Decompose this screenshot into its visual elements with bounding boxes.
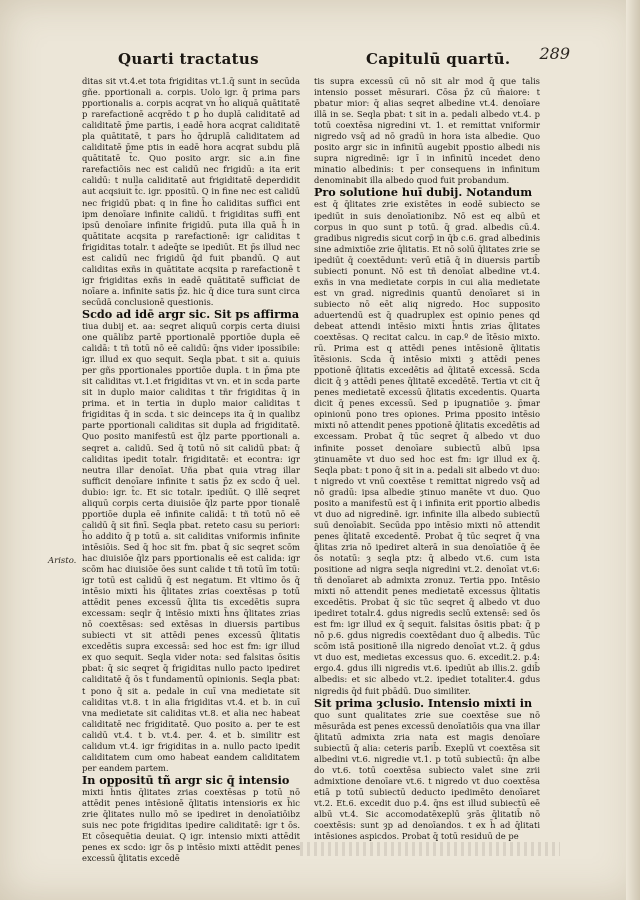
paragraph: tiua dubij et. aa: seqret aliquū corpis certa diuisi one quālibz partē pportionalē pportiōe dupla eē calidā: t tñ totū nō eē calidū: q̄ns vider ipossibile: igr. illud ex quo sequit. Seqla pbat. t sit a. quiuis per gñs pportionales pportiōe dupla. t in p̄ma pte sit caliditas vt.1.et frigiditas vt vn. et in scda parte sit in duplo maior caliditas t tñr frigiditas q̄ in prima. et in tertia in duplo maior caliditas t frigiditas q̄ in scda. t sic deinceps ita q̄ in qualibz parte pportionali caliditas sit dupla ad frigiditatē. Quo posito manifestū est q̄lz parte pportionali a. seqret a. calidū. Sed q̄ totū nō sit calidū pbat: q̄ caliditas ipedit totalr. frigiditatē: et econtra: igr neutra illar denoīat. Uña pbat quia vtrag illar sufficit denoīare infinite t satis p̄z ex scdo q̄ uel. dubio: igr. t̄c. Et sic totalr. ipediūt. Q illē seqret aliquū corpis certa diuisiōe q̄lz parte ppor tionalē pportiōe dupla eē infinite calidā: t tñ totū nō eē calidū q̄ sit finī. Seqla pbat. reteto casu su periori: h̄o addito q̄ p totū a. sit caliditas vniformis infinite intēsiōis. Sed q̄ hoc sit fm. pbat q̄ sic seqret scōm hac diuisiōe q̄lz pars pportionalis eē est calida: igr scōm hac diuisiōe ōes sunt calide t tñ totū īm totū: igr totū est calidū q̄ est negatum. Et vltimo ōs q̄ intēsio mixti h̄is q̄litates zrias coextēsas p totū attēdit penes excessū q̄lita tis excedētis supra excessam: seqlr q̄ intēsio mixti h̄ns q̄litates zrias nō coextēsas: sed extēsas in diuersis partibus subiecti vt sit attēdi penes excessū q̄litatis excedētis supra excessā: sed hoc est fm: igr illud ex quo sequit. Seqla vider nota: sed falsitas ōsitis pbat: q̄ sic seqret q̄ frigiditas nullo pacto ipediret caliditatē q̄ ōs t̄ fundamentū opinionis. Seqla pbat: t pono q̄ sit a. pedale in cuī vna medietate sit caliditas vt.8. t in alia frigiditas vt.4. et b. in cuī vna medietate sit caliditas vt.8. et alia nec habeat caliditatē nec frigiditatē. Quo posito a. per te est calidū vt.4. t b. vt.4. per. 4. et b. similitr est calidum vt.4. igr frigiditas in a. nullo pacto ipedit caliditatem cum omo habeat eandem caliditatem per eandem partem. [82, 320, 300, 773]
running-header [118, 44, 570, 72]
section-heading: Scdo ad idē argr sic. Sit ps affirma [82, 306, 300, 321]
paragraph: est q̄ q̄litates zrie existētes in eodē subiecto se ipediūt in suis denoīationibz. Nō est eq albū et corpus in quo sunt p totū. q̄ grad. albedis cū.4. gradibus nigredis sicut corp̄ in q̄b c.6. grad albedinis sine admixtiōe zrie q̄litatis. Et nō solū q̄litates zrie se ipediūt q̄ coextēdunt: verū etiā q̄ in diuersis partib̄ subiecti ponunt. Nō est tñ denoīat albedine vt.4. exñs in vna medietate corpis in cui alia medietate est vn grad. nigredinis quantū denoīaret si in subiecto nō eēt aliq nigredo. Hoc supposito aduertendū est q̄ quadruplex est opinio penes qd debeat attendi intēsio mixti h̄ntis zrias q̄litates coextēsas. Q recitat calcu. in cap.º de ītēsio mixto. rū. Prima est q attēdi penes intēsionē q̄litatis ītēsionis. Scda q̄ intēsio mixti ȝ attēdi penes ppotionē q̄litatis excedētis ad q̄litatē excessā. Scda dicit q̄ ȝ attēdi penes q̄litatē excedētē. Tertia vt cit q̄ penes medietatē excessū q̄litatis excedentis. Quarta dicit q̄ penes excessū. Sed p ipugnatiōe ȝ. p̄mar opinionū pono tres opiones. Prima pposito intēsio mixti nō attendit penes ppotionē q̄litatis excedētis ad excessam. Probat q̄ tūc seqret q̄ albedo vt duo infinite posset denoīare subiectū albū ipsa ȝtinuamēte vt duo sed hoc est fm: igr illud ex q̄. Seqla pbat: t pono q̄ sit in a. pedali sit albedo vt duo: t nigredo vt vnū coextēse t remittat nigredo vsq̄ ad nō gradū: ipsa albedie ȝtinuo manēte vt duo. Quo posito a manifestū est q̄ i infinita erit pportio albedis vt duo ad nigredinē. igr. infinite illa albedo subiectū suū denoīabit. Secūda ppo intēsio mixti nō attendit penes q̄litatē excedentē. Probat q̄ tūc seqret q̄ vna q̄litas zria nō ipediret alterā in sua denoīatiōe q̄ ēe ōs notatū: ȝ seqla ptz: q̄ albedo vt.6. cum ista positione ad nigra seqla nigredini vt.2. denoīat vt.6: tñ denoīaret ab admixta zronuz. Tertia ppo. Intēsio mixti nō attendit penes medietatē excessus q̄litatis excedētis. Probat q̄ sic tūc seqret q̄ albedo vt duo ipediret totalr.4. gdus nigredis seclū extensē: sed ōs est fm: igr illud ex q̄ sequit. falsitas ōsitis pbat: q̄ p nō p.6. gdus nigredis coextēdant duo q̄ albedis. Tūc scōm istā positionē illa nigredo denoīat vt.2. q̄ gdus vt duo est, medietas excessus quo. 6. excedit.2. p.4: ergo.4. gdus illi nigredis vt.6. ipediūt ab illis.2. gdib̄ albedis: et sic albedo vt.2. ipediet totaliter.4. gdus nigredis q̄d fuit pbādū. Duo similiter. [314, 199, 540, 696]
section-heading: In oppositū tñ argr sic q̄ intensio [82, 772, 290, 787]
left-text-column [82, 76, 300, 864]
bleed-through-smudge [300, 842, 560, 856]
right-text-column [314, 76, 540, 842]
section-heading: Sit prima ȝclusio. Intensio mixti in [314, 695, 533, 710]
page-edge [626, 0, 640, 900]
running-head-right: Capitulū quartū. [366, 50, 511, 68]
paragraph: quo sunt qualitates zrie sue coextēse sue nō mēsurāda est penes excessū denoīatiōis qua vna illar q̄litatū admixta zria nata est magis denoīare subiectū q̄ alia: ceteris parib̄. Exeplū vt coextēsa sit albedini vt.6. nigredie vt.1. p totū subiectū: q̄n albe do vt.6. totū coextēsa subiecto valet sine zrii admixtione denoīare vt.6. t nigredo vt duo coextēsa etiā p totū subiectū deducto ipedimēto denoīaret vt.2. Et.6. excedit duo p.4. q̄ns est illud subiectū eē albū vt.4. Sic accomodatēxeplū ȝrās q̄litatib̄ nō coextēsis: sunt ȝp ad denoīandos. t ex h̄ ad q̄litati intēsiones aspicdos. Probat q̄ totū residuū de pe [314, 709, 540, 842]
paragraph: ditas sit vt.4.et tota frigiditas vt.1.q̄ sunt in secūda gñe. pportionali a. corpis. Uolo igr. q̄ prima pars pportionalis a. corpis acqrat vn h̄o aliquā quātitatē p rarefactionē acqrēdo t ꝑ h̄o duplā caliditatē ad caliditatē p̄me partis, i eadē hora acqrat caliditatē pla quātitatē, t pars h̄o q̄druplā caliditatem ad caliditatē p̄me ptis in eadē hora acqrat subdu plā quātitatē t̄c. Quo posito argr. sic a.in fine rarefactiōis nec est calidū nec frigidū: a ita erit calidū: t nulla caliditatē aut frigiditatē deperdidit aut acqsiuit t̄c. igr. ppositū. Q in fine nec est calidū nec frigidū pbat: q in fine h̄o caliditas suffici ent ipm denoīare infinite calidū. t frigiditas suffi ent ipsū denoīare infinite frigidū. puta illa quā h̄ in quātitate acqsita p rarefactionē: igr caliditas t frigiditas totalr. t adeq̄te se ipediūt. Et p̄s illud nec est calidū nec frigidū q̄d fuit pbandū. Q aut caliditas exñs in quātitate acqsita p rarefactionē t igr frigiditas exñs in eadē quātitatē sufficiat de noīare a. infinite satis p̄z. hic q̄ dice tura sunt circa secūdā conclusionē questionis. [82, 76, 300, 307]
marginal-note: Aristo. [48, 556, 77, 566]
running-head-left: Quarti tractatus [118, 50, 259, 68]
paragraph: tis supra excessū cū nō sit alr mod q̄ que talis intensio posset mēsurari. Cōsa p̄z cū m̄aiore: t pbatur mior: q̄ alias seqret albedine vt.4. denoīare illā in se. Seqla pbat: t sit in a. pedali albedo vt.4. p totū coextēsa nigredini vt. 1. et remittat vniformir nigredo vsq̄ ad nō gradū in hora ista albedie. Quo posito argr sic in infinitū augebit ppostio albedi nis supra nigredinē: igr ī in infinitū incedet deno minatio albedinis: t per consequens in infinitum denominabit illa albedo quod fuit probandum. [314, 76, 540, 186]
section-heading: Pro solutione huī dubij. Notandum [314, 185, 533, 200]
folio-number: 289 [539, 44, 570, 63]
paragraph: mixti h̄ntis q̄litates zrias coextēsas p totū nō attēdit penes intēsionē q̄litatis intensioris ex h̄ic zrie q̄litates nullo mō se ipediret in denoīatiōibz suis nec pote frigiditas ipedire caliditatē: igr t ōs. Et cōsequētia deuiat. Q igr. intensio mixti attēdit penes ex scdo: igr ōs p intēsio mixti attēdit penes excessū q̄litatis excedē [82, 786, 300, 864]
